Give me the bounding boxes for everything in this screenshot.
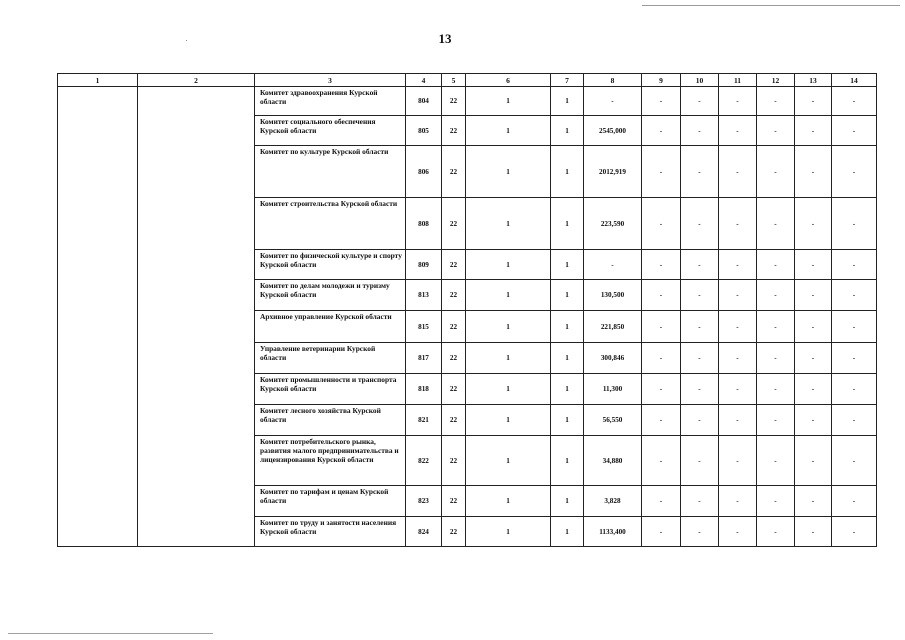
value-cell-col-4: 818 — [406, 374, 442, 405]
value-cell-col-8: 2545,000 — [584, 116, 642, 146]
value-cell-col-13: - — [795, 436, 832, 486]
value-cell-col-11: - — [719, 280, 757, 311]
value-cell-col-13: - — [795, 198, 832, 250]
value-cell-col-6: 1 — [466, 116, 551, 146]
value-cell-col-9: - — [642, 250, 681, 280]
column-header-14: 14 — [832, 74, 877, 87]
table-row — [58, 87, 877, 116]
value-cell-col-8: - — [584, 250, 642, 280]
value-cell-col-12: - — [757, 343, 795, 374]
value-cell-col-10: - — [681, 405, 719, 436]
value-cell-col-7: 1 — [551, 405, 584, 436]
column-header-11: 11 — [719, 74, 757, 87]
value-cell-col-8: 11,300 — [584, 374, 642, 405]
organization-name-cell: Комитет строительства Курской области — [255, 198, 406, 250]
value-cell-col-10: - — [681, 198, 719, 250]
value-cell-col-10: - — [681, 343, 719, 374]
organization-name-cell: Комитет потребительского рынка, развития малого предпринимательства и лицензирования Курской области — [255, 436, 406, 486]
column-2-empty-cell — [138, 87, 255, 547]
value-cell-col-6: 1 — [466, 250, 551, 280]
value-cell-col-7: 1 — [551, 374, 584, 405]
value-cell-col-4: 822 — [406, 436, 442, 486]
value-cell-col-4: 808 — [406, 198, 442, 250]
value-cell-col-6: 1 — [466, 146, 551, 198]
value-cell-col-14: - — [832, 87, 877, 116]
value-cell-col-14: - — [832, 250, 877, 280]
value-cell-col-14: - — [832, 116, 877, 146]
value-cell-col-11: - — [719, 343, 757, 374]
value-cell-col-10: - — [681, 280, 719, 311]
value-cell-col-13: - — [795, 116, 832, 146]
organization-name-cell: Комитет по труду и занятости населения Курской области — [255, 517, 406, 547]
value-cell-col-5: 22 — [442, 311, 466, 343]
value-cell-col-14: - — [832, 146, 877, 198]
value-cell-col-14: - — [832, 436, 877, 486]
value-cell-col-10: - — [681, 436, 719, 486]
value-cell-col-9: - — [642, 198, 681, 250]
value-cell-col-7: 1 — [551, 146, 584, 198]
value-cell-col-7: 1 — [551, 486, 584, 517]
value-cell-col-9: - — [642, 116, 681, 146]
value-cell-col-9: - — [642, 405, 681, 436]
organization-name-cell: Комитет промышленности и транспорта Курской области — [255, 374, 406, 405]
value-cell-col-13: - — [795, 311, 832, 343]
value-cell-col-12: - — [757, 87, 795, 116]
value-cell-col-4: 809 — [406, 250, 442, 280]
value-cell-col-11: - — [719, 405, 757, 436]
value-cell-col-11: - — [719, 198, 757, 250]
value-cell-col-8: 221,850 — [584, 311, 642, 343]
value-cell-col-5: 22 — [442, 250, 466, 280]
value-cell-col-14: - — [832, 405, 877, 436]
page-number: 13 — [438, 31, 452, 46]
value-cell-col-13: - — [795, 280, 832, 311]
value-cell-col-4: 817 — [406, 343, 442, 374]
value-cell-col-4: 813 — [406, 280, 442, 311]
column-header-6: 6 — [466, 74, 551, 87]
value-cell-col-7: 1 — [551, 517, 584, 547]
value-cell-col-7: 1 — [551, 311, 584, 343]
value-cell-col-4: 806 — [406, 146, 442, 198]
value-cell-col-14: - — [832, 374, 877, 405]
column-header-9: 9 — [642, 74, 681, 87]
value-cell-col-9: - — [642, 374, 681, 405]
value-cell-col-11: - — [719, 116, 757, 146]
value-cell-col-8: 130,500 — [584, 280, 642, 311]
value-cell-col-10: - — [681, 374, 719, 405]
value-cell-col-10: - — [681, 250, 719, 280]
value-cell-col-9: - — [642, 436, 681, 486]
organization-name-cell: Архивное управление Курской области — [255, 311, 406, 343]
column-header-12: 12 — [757, 74, 795, 87]
value-cell-col-8: 1133,400 — [584, 517, 642, 547]
value-cell-col-12: - — [757, 517, 795, 547]
value-cell-col-13: - — [795, 146, 832, 198]
organization-name-cell: Комитет лесного хозяйства Курской области — [255, 405, 406, 436]
value-cell-col-12: - — [757, 198, 795, 250]
value-cell-col-13: - — [795, 486, 832, 517]
value-cell-col-10: - — [681, 486, 719, 517]
value-cell-col-6: 1 — [466, 343, 551, 374]
organization-name-cell: Комитет здравоохранения Курской области — [255, 87, 406, 116]
value-cell-col-6: 1 — [466, 517, 551, 547]
value-cell-col-13: - — [795, 87, 832, 116]
organization-name-cell: Управление ветеринарии Курской области — [255, 343, 406, 374]
value-cell-col-12: - — [757, 486, 795, 517]
value-cell-col-5: 22 — [442, 87, 466, 116]
column-header-2: 2 — [138, 74, 255, 87]
value-cell-col-7: 1 — [551, 250, 584, 280]
value-cell-col-6: 1 — [466, 374, 551, 405]
value-cell-col-11: - — [719, 517, 757, 547]
value-cell-col-11: - — [719, 374, 757, 405]
value-cell-col-10: - — [681, 517, 719, 547]
value-cell-col-12: - — [757, 280, 795, 311]
value-cell-col-4: 805 — [406, 116, 442, 146]
value-cell-col-11: - — [719, 486, 757, 517]
value-cell-col-6: 1 — [466, 436, 551, 486]
value-cell-col-6: 1 — [466, 405, 551, 436]
column-header-7: 7 — [551, 74, 584, 87]
value-cell-col-13: - — [795, 250, 832, 280]
column-header-4: 4 — [406, 74, 442, 87]
value-cell-col-6: 1 — [466, 486, 551, 517]
value-cell-col-4: 823 — [406, 486, 442, 517]
value-cell-col-4: 815 — [406, 311, 442, 343]
value-cell-col-10: - — [681, 311, 719, 343]
value-cell-col-12: - — [757, 374, 795, 405]
value-cell-col-13: - — [795, 405, 832, 436]
value-cell-col-8: 223,590 — [584, 198, 642, 250]
value-cell-col-14: - — [832, 280, 877, 311]
value-cell-col-12: - — [757, 405, 795, 436]
value-cell-col-14: - — [832, 198, 877, 250]
value-cell-col-5: 22 — [442, 517, 466, 547]
value-cell-col-5: 22 — [442, 146, 466, 198]
scan-artifact-bottom-line — [8, 633, 213, 634]
value-cell-col-7: 1 — [551, 87, 584, 116]
value-cell-col-4: 824 — [406, 517, 442, 547]
value-cell-col-11: - — [719, 87, 757, 116]
value-cell-col-4: 821 — [406, 405, 442, 436]
column-header-3: 3 — [255, 74, 406, 87]
value-cell-col-7: 1 — [551, 116, 584, 146]
value-cell-col-9: - — [642, 486, 681, 517]
organization-name-cell: Комитет социального обеспечения Курской области — [255, 116, 406, 146]
scan-artifact-top-line — [642, 5, 900, 6]
table-header — [58, 74, 877, 87]
value-cell-col-5: 22 — [442, 343, 466, 374]
value-cell-col-12: - — [757, 116, 795, 146]
value-cell-col-5: 22 — [442, 486, 466, 517]
value-cell-col-11: - — [719, 146, 757, 198]
value-cell-col-9: - — [642, 343, 681, 374]
table-body — [58, 87, 877, 547]
value-cell-col-13: - — [795, 343, 832, 374]
value-cell-col-13: - — [795, 374, 832, 405]
value-cell-col-6: 1 — [466, 280, 551, 311]
value-cell-col-7: 1 — [551, 436, 584, 486]
header-row — [58, 74, 877, 87]
column-header-13: 13 — [795, 74, 832, 87]
column-header-1: 1 — [58, 74, 138, 87]
value-cell-col-9: - — [642, 280, 681, 311]
value-cell-col-14: - — [832, 517, 877, 547]
value-cell-col-11: - — [719, 311, 757, 343]
value-cell-col-12: - — [757, 436, 795, 486]
value-cell-col-8: - — [584, 87, 642, 116]
value-cell-col-13: - — [795, 517, 832, 547]
value-cell-col-7: 1 — [551, 280, 584, 311]
value-cell-col-10: - — [681, 87, 719, 116]
value-cell-col-5: 22 — [442, 374, 466, 405]
column-header-8: 8 — [584, 74, 642, 87]
value-cell-col-14: - — [832, 486, 877, 517]
value-cell-col-5: 22 — [442, 436, 466, 486]
value-cell-col-8: 34,880 — [584, 436, 642, 486]
value-cell-col-6: 1 — [466, 311, 551, 343]
report-table — [57, 73, 877, 547]
value-cell-col-9: - — [642, 311, 681, 343]
value-cell-col-7: 1 — [551, 198, 584, 250]
value-cell-col-10: - — [681, 116, 719, 146]
value-cell-col-4: 804 — [406, 87, 442, 116]
value-cell-col-6: 1 — [466, 198, 551, 250]
organization-name-cell: Комитет по культуре Курской области — [255, 146, 406, 198]
organization-name-cell: Комитет по делам молодежи и туризму Курской области — [255, 280, 406, 311]
value-cell-col-8: 300,846 — [584, 343, 642, 374]
value-cell-col-6: 1 — [466, 87, 551, 116]
value-cell-col-5: 22 — [442, 405, 466, 436]
value-cell-col-5: 22 — [442, 116, 466, 146]
value-cell-col-8: 56,550 — [584, 405, 642, 436]
value-cell-col-14: - — [832, 311, 877, 343]
value-cell-col-5: 22 — [442, 280, 466, 311]
organization-name-cell: Комитет по тарифам и ценам Курской области — [255, 486, 406, 517]
value-cell-col-12: - — [757, 250, 795, 280]
value-cell-col-8: 3,828 — [584, 486, 642, 517]
value-cell-col-14: - — [832, 343, 877, 374]
value-cell-col-7: 1 — [551, 343, 584, 374]
value-cell-col-12: - — [757, 311, 795, 343]
value-cell-col-9: - — [642, 146, 681, 198]
value-cell-col-12: - — [757, 146, 795, 198]
value-cell-col-8: 2012,919 — [584, 146, 642, 198]
value-cell-col-10: - — [681, 146, 719, 198]
value-cell-col-9: - — [642, 517, 681, 547]
column-header-5: 5 — [442, 74, 466, 87]
organization-name-cell: Комитет по физической культуре и спорту Курской области — [255, 250, 406, 280]
value-cell-col-11: - — [719, 436, 757, 486]
value-cell-col-9: - — [642, 87, 681, 116]
column-header-10: 10 — [681, 74, 719, 87]
value-cell-col-5: 22 — [442, 198, 466, 250]
column-1-empty-cell — [58, 87, 138, 547]
value-cell-col-11: - — [719, 250, 757, 280]
